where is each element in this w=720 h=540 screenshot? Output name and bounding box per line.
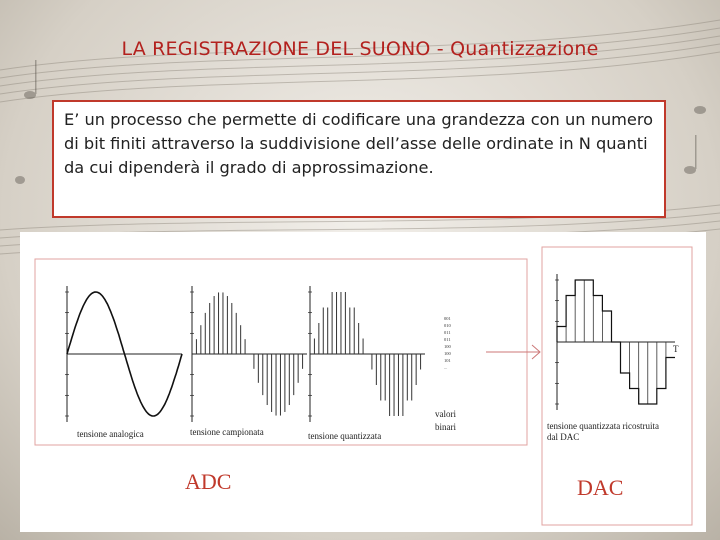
analog-signal-graph [65,286,182,422]
binary-values-list [444,316,452,370]
binary-value: 100 [444,351,451,356]
binary-value: 001 [444,316,451,321]
description-box [52,100,666,218]
diagram-panel [20,232,706,532]
label-sampled: tensione campionata [190,427,264,437]
label-binary-line2: binari [435,422,456,432]
slide-title: LA REGISTRAZIONE DEL SUONO - Quantizzazione [121,38,599,60]
label-analog: tensione analogica [77,429,144,439]
label-binary-line1: valori [435,409,456,419]
adc-label: ADC [185,469,232,494]
description-text: E’ un processo che permette di codificare una grandezza con un numero di bit finiti attraverso la suddivisione dell’asse delle ordinate in N quanti da cui dipenderà il grado di approssimazione. [64,110,654,177]
binary-value: 101 [444,358,451,363]
adc-dac-diagram [20,232,706,532]
binary-value: 010 [444,323,451,328]
sampled-signal-graph [190,286,307,422]
label-quantized: tensione quantizzata [308,431,382,441]
reconstructed-signal-graph [555,274,679,410]
binary-value: 011 [444,330,451,335]
axis-t-label: T [673,344,679,354]
binary-value: ... [444,365,448,370]
binary-value: 100 [444,344,451,349]
binary-value: 011 [444,337,451,342]
label-reconstructed-line1: tensione quantizzata ricostruita [547,421,659,431]
dac-label: DAC [577,475,624,500]
label-reconstructed-line2: dal DAC [547,432,580,442]
arrow-icon [486,345,540,359]
quantized-signal-graph [308,286,425,422]
